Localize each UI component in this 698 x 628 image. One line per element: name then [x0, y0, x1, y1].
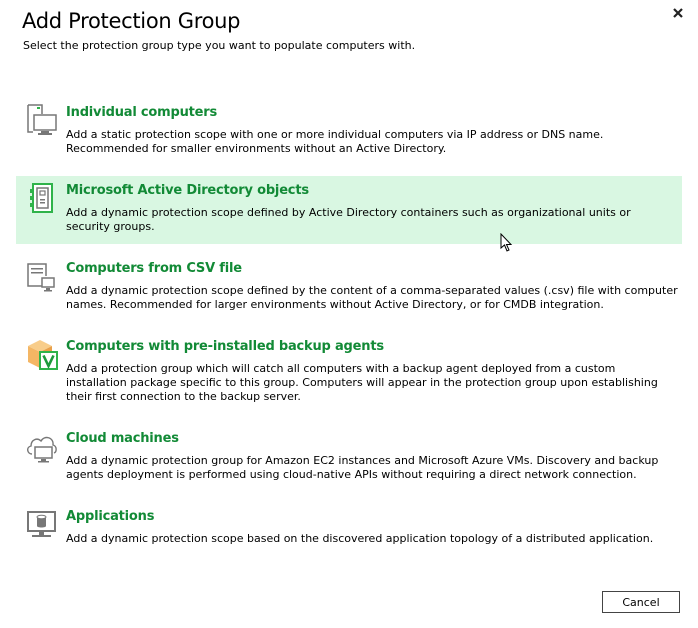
close-icon[interactable]: [671, 6, 685, 20]
option-title: Cloud machines: [66, 431, 179, 446]
active-directory-icon: [26, 182, 58, 214]
option-applications[interactable]: [16, 502, 682, 554]
option-description: Add a dynamic protection scope defined by Active Directory containers such as organizational units or security groups.: [66, 206, 631, 233]
cloud-icon: [26, 432, 58, 464]
cancel-button[interactable]: Cancel: [602, 591, 680, 613]
option-preinstalled-agents[interactable]: [16, 332, 682, 412]
application-icon: [26, 510, 58, 542]
option-description: Add a dynamic protection scope defined by the content of a comma-separated values (.csv) file with computer names. Recommended for larger environments without Active Directory, or for CMDB integration.: [66, 284, 678, 311]
option-title: Microsoft Active Directory objects: [66, 183, 309, 198]
option-description: Add a dynamic protection scope based on the discovered application topology of a distributed application.: [66, 532, 654, 545]
option-csv-file[interactable]: [16, 254, 682, 318]
computer-icon: [26, 104, 58, 136]
package-icon: [26, 338, 58, 370]
csv-file-icon: [26, 262, 58, 294]
option-description: Add a dynamic protection group for Amazon EC2 instances and Microsoft Azure VMs. Discovery and backup agents deployment is performed using cloud-native APIs without requiring a direct network connection.: [66, 454, 659, 481]
mouse-cursor-icon: [500, 233, 514, 253]
dialog-title: Add Protection Group: [22, 9, 241, 33]
option-active-directory[interactable]: [16, 176, 682, 244]
option-title: Individual computers: [66, 105, 218, 120]
option-title: Computers from CSV file: [66, 261, 242, 276]
option-cloud-machines[interactable]: [16, 424, 682, 490]
option-description: Add a static protection scope with one or more individual computers via IP address or DNS name. Recommended for smaller environments without an Active Directory.: [66, 128, 604, 155]
option-description: Add a protection group which will catch all computers with a backup agent deployed from a custom installation package specific to this group. Computers will appear in the protection group upon establishing their first connection to the backup server.: [66, 362, 658, 403]
option-title: Applications: [66, 509, 155, 524]
option-title: Computers with pre-installed backup agents: [66, 339, 384, 354]
dialog-subtitle: Select the protection group type you want to populate computers with.: [23, 39, 416, 52]
option-individual-computers[interactable]: [16, 98, 682, 162]
